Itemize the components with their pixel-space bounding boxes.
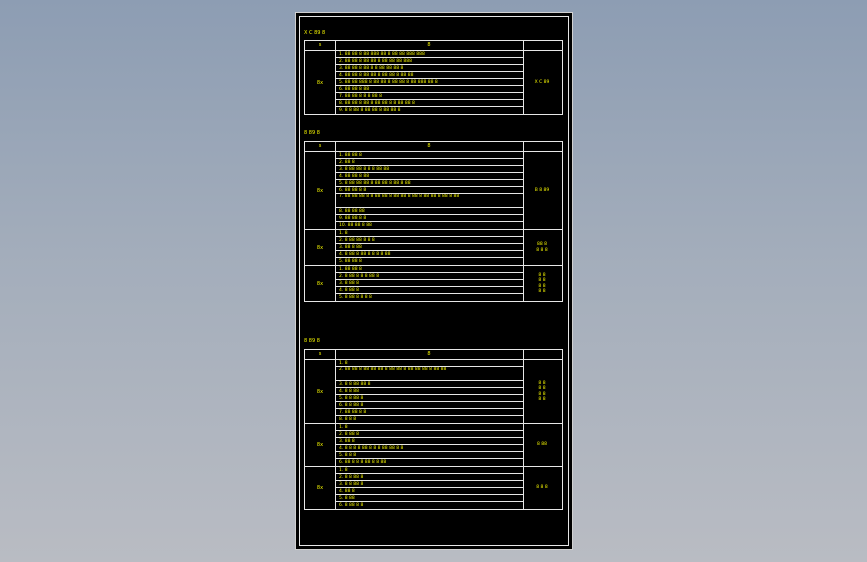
table-row: 9. 88 88 8 8 <box>336 215 523 222</box>
group-note: 8 88 <box>536 442 548 448</box>
group-name: 8x <box>305 266 336 301</box>
group-note: 8 8 8 8 8 8 8 8 <box>538 380 546 402</box>
table-row: 6. 8 88 8 8 <box>339 503 364 508</box>
table-row: 5. 8 88 <box>336 495 523 502</box>
table-row: 6. 88 88 8 88 <box>336 86 523 93</box>
table-row: 5. 88 88 888 8 88 88 8 88 88 8 88 888 88 8 <box>336 79 523 86</box>
table-row: 5. 8 88 88 88 8 88 88 8 88 8 88 <box>336 180 523 187</box>
table-row: 2. 8 88 88 8 8 8 <box>336 237 523 244</box>
table-row: 2. 8 8 88 8 <box>336 474 523 481</box>
spec-table <box>304 349 563 510</box>
table-row: 4. 8 8 8 8 88 8 8 8 88 88 8 8 <box>336 445 523 452</box>
table-row: 3. 8 88 88 8 8 8 88 88 <box>336 166 523 173</box>
table-group <box>305 51 562 114</box>
table-group <box>305 360 562 424</box>
group-note: X C 89 <box>534 79 550 85</box>
drawing-sheet <box>295 12 573 550</box>
section-title: X C 89 8 <box>304 30 326 36</box>
table-row: 1. 88 88 8 <box>336 152 523 159</box>
table-row: 6. 88 8 8 8 88 8 8 88 <box>339 460 387 465</box>
spec-table <box>304 40 563 115</box>
table-row: 2. 88 8 <box>336 159 523 166</box>
table-row: 7. 88 88 8 8 <box>336 409 523 416</box>
spec-table <box>304 141 563 302</box>
table-row: 6. 88 88 8 8 <box>336 187 523 194</box>
table-group <box>305 467 562 509</box>
table-row: 7. 88 88 8 8 8 88 8 <box>336 93 523 100</box>
group-note: 8 8 8 8 8 8 8 8 <box>538 272 546 294</box>
group-name: 8x <box>305 467 336 509</box>
table-row: 3. 8 8 88 88 8 <box>336 381 523 388</box>
table-row: 1. 8 <box>336 230 523 237</box>
table-row: 4. 8 8 88 <box>336 388 523 395</box>
table-row: 8. 8 8 8 <box>339 417 357 422</box>
table-row: 1. 88 88 8 <box>336 266 523 273</box>
table-row: 5. 8 8 8 <box>336 452 523 459</box>
table-row: 4. 88 88 8 88 88 8 88 88 8 88 88 <box>336 72 523 79</box>
table-row: 8. 88 88 8 88 8 88 88 8 8 88 88 8 <box>336 100 523 107</box>
table-row: 5. 8 8 88 8 <box>336 395 523 402</box>
table-row: 2. 8 88 8 <box>336 431 523 438</box>
group-name: 8x <box>305 360 336 423</box>
table-row: 3. 88 8 88 <box>336 244 523 251</box>
table-row: 6. 8 8 88 8 <box>336 402 523 409</box>
section-title: 8 89 8 <box>304 130 320 136</box>
table-row: 2. 88 88 8 88 88 8 88 88 88 888 <box>336 58 523 65</box>
table-row: 4. 88 8 <box>336 488 523 495</box>
table-header: s 8 <box>305 142 562 152</box>
section-title: 8 89 8 <box>304 338 320 344</box>
table-row: 5. 88 88 8 <box>339 259 362 264</box>
group-name: 8x <box>305 51 336 114</box>
table-header: s 8 <box>305 350 562 360</box>
table-row: 2. 8 88 8 8 8 88 8 <box>336 273 523 280</box>
table-row: 8. 88 88 88 <box>336 208 523 215</box>
group-note: 88 8 8 8 8 <box>536 242 548 253</box>
group-name: 8x <box>305 424 336 466</box>
table-header: s 8 <box>305 41 562 51</box>
table-group <box>305 424 562 467</box>
table-row: 4. 88 88 8 88 <box>336 173 523 180</box>
group-name: 8x <box>305 230 336 265</box>
table-row: 9. 8 8 88 8 88 88 8 88 88 8 <box>339 108 401 113</box>
group-note: 8 8 8 <box>536 485 548 491</box>
table-row: 1. 8 <box>336 360 523 367</box>
table-row: 3. 88 88 8 88 8 8 88 88 88 8 <box>336 65 523 72</box>
table-row: 1. 8 <box>336 467 523 474</box>
table-row: 3. 88 8 <box>336 438 523 445</box>
group-note: B 8 89 <box>534 187 550 193</box>
table-row: 4. 8 88 8 88 8 8 8 8 88 <box>336 251 523 258</box>
table-row: 1. 8 <box>336 424 523 431</box>
table-row: 3. 8 8 88 8 <box>336 481 523 488</box>
group-name: 8x <box>305 152 336 229</box>
table-group <box>305 152 562 230</box>
table-row: 4. 8 88 8 <box>336 287 523 294</box>
table-row: 5. 8 88 8 8 8 8 <box>339 295 372 300</box>
table-row: 3. 8 88 8 <box>336 280 523 287</box>
table-row: 7. 88 88 88 8 8 88 88 8 88 88 8 88 8 88 88 8 88 8 88 <box>336 194 523 208</box>
table-row: 2. 88 88 8 88 88 88 8 88 88 8 88 88 88 8 88 88 <box>336 367 523 381</box>
table-group <box>305 230 562 266</box>
table-group <box>305 266 562 301</box>
table-row: 1. 88 88 8 88 888 88 8 88 88 888 888 <box>336 51 523 58</box>
table-row: 10. 88 88 8 88 <box>339 223 372 228</box>
